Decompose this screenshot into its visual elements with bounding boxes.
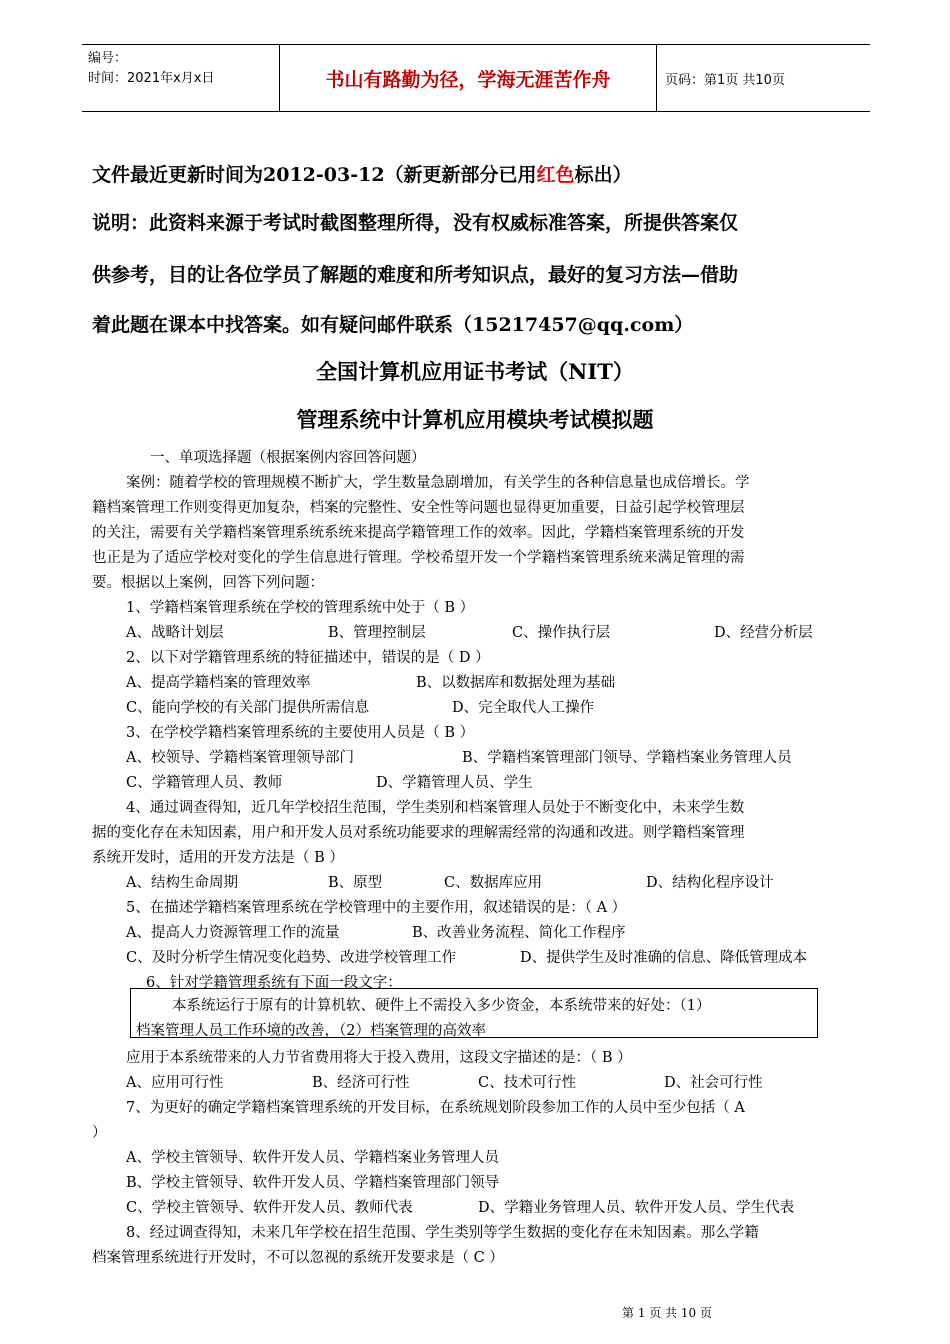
document-time-label: 时间：2021年x月x日: [88, 71, 215, 86]
option: C、操作执行层: [512, 625, 611, 641]
option: D、学籍业务管理人员、软件开发人员、学生代表: [478, 1200, 795, 1216]
note-line-2: 供参考，目的让各位学员了解题的难度和所考知识点，最好的复习方法—借助: [92, 264, 739, 286]
option: D、结构化程序设计: [646, 875, 774, 891]
option: B、经济可行性: [312, 1075, 410, 1091]
note-line-1: 说明：此资料来源于考试时截图整理所得，没有权威标准答案，所提供答案仅: [92, 212, 739, 234]
option: A、战略计划层: [126, 625, 224, 641]
section-heading: 一、单项选择题（根据案例内容回答问题）: [150, 450, 426, 466]
option: D、提供学生及时准确的信息、降低管理成本: [520, 950, 808, 966]
update-notice-prefix: 文件最近更新时间为2012-03-12（新更新部分已用: [92, 164, 537, 186]
header-meta-cell: [82, 45, 280, 111]
document-number-label: 编号：: [88, 51, 128, 66]
quoted-text-line: 档案管理人员工作环境的改善，（2）档案管理的高效率: [136, 1023, 486, 1039]
option: D、完全取代人工操作: [452, 700, 595, 716]
case-line: 也正是为了适应学校对变化的学生信息进行管理。学校希望开发一个学籍档案管理系统来满足管理的需: [92, 550, 745, 566]
case-line: 案例：随着学校的管理规模不断扩大，学生数量急剧增加，有关学生的各种信息量也成倍增长。学: [126, 475, 750, 491]
option: D、学籍管理人员、学生: [376, 775, 533, 791]
option: D、经营分析层: [714, 625, 813, 641]
option: C、学校主管领导、软件开发人员、教师代表: [126, 1200, 413, 1216]
sub-title: 管理系统中计算机应用模块考试模拟题: [296, 407, 654, 432]
option: C、学籍管理人员、教师: [126, 775, 283, 791]
page-header: [82, 44, 870, 112]
case-line: 的关注，需要有关学籍档案管理系统系统来提高学籍管理工作的效率。因此，学籍档案管理系统的开发: [92, 525, 745, 541]
question-7: 7、为更好的确定学籍档案管理系统的开发目标，在系统规划阶段参加工作的人员中至少包括（ A: [126, 1100, 745, 1116]
option: C、数据库应用: [444, 875, 543, 891]
update-notice: [92, 160, 632, 187]
update-notice-suffix: 标出）: [574, 164, 632, 186]
question-4-line: 据的变化存在未知因素，用户和开发人员对系统功能要求的理解需经常的沟通和改进。则学籍档案管理: [92, 825, 745, 841]
option: A、学校主管领导、软件开发人员、学籍档案业务管理人员: [126, 1150, 499, 1166]
case-line: 籍档案管理工作则变得更加复杂，档案的完整性、安全性等问题也显得更加重要，日益引起学校管理层: [92, 500, 745, 516]
question-4-line: 系统开发时，适用的开发方法是（ B ）: [92, 850, 344, 866]
case-line: 要。根据以上案例，回答下列问题：: [92, 575, 324, 591]
option: A、校领导、学籍档案管理领导部门: [126, 750, 354, 766]
update-notice-red-text: 红色: [536, 164, 575, 186]
option: B、以数据库和数据处理为基础: [416, 675, 616, 691]
option: B、学校主管领导、软件开发人员、学籍档案管理部门领导: [126, 1175, 500, 1191]
question-8-line: 档案管理系统进行开发时，不可以忽视的系统开发要求是（ C ）: [92, 1250, 504, 1266]
option: B、改善业务流程、简化工作程序: [412, 925, 626, 941]
question-7-line: ）: [92, 1125, 107, 1141]
question-8: 8、经过调查得知，未来几年学校在招生范围、学生类别等学生数据的变化存在未知因素。那么学籍: [126, 1225, 759, 1241]
option: D、社会可行性: [664, 1075, 763, 1091]
question-2: 2、以下对学籍管理系统的特征描述中，错误的是（ D ）: [126, 650, 490, 666]
option: A、提高学籍档案的管理效率: [126, 675, 311, 691]
option: A、提高人力资源管理工作的流量: [126, 925, 340, 941]
option: C、能向学校的有关部门提供所需信息: [126, 700, 370, 716]
header-page-info: 页码：第1页 共10页: [665, 72, 785, 88]
header-motto: 书山有路勤为径，学海无涯苦作舟: [280, 45, 657, 111]
question-6: 6、针对学籍管理系统有下面一段文字：: [146, 975, 402, 991]
question-3: 3、在学校学籍档案管理系统的主要使用人员是（ B ）: [126, 725, 475, 741]
question-1: 1、学籍档案管理系统在学校的管理系统中处于（ B ）: [126, 600, 475, 616]
option: A、应用可行性: [126, 1075, 224, 1091]
option: B、管理控制层: [328, 625, 426, 641]
quoted-text-line: 本系统运行于原有的计算机软、硬件上不需投入多少资金，本系统带来的好处：（1）: [172, 998, 711, 1014]
option: B、学籍档案管理部门领导、学籍档案业务管理人员: [462, 750, 792, 766]
option: A、结构生命周期: [126, 875, 238, 891]
note-line-3: 着此题在课本中找答案。如有疑问邮件联系（15217457@qq.com）: [92, 314, 694, 336]
question-6-prompt: 应用于本系统带来的人力节省费用将大于投入费用，这段文字描述的是：（ B ）: [126, 1050, 632, 1066]
question-5: 5、在描述学籍档案管理系统在学校管理中的主要作用，叙述错误的是：（ A ）: [126, 900, 627, 916]
option: C、技术可行性: [478, 1075, 577, 1091]
option: B、原型: [328, 875, 383, 891]
question-4: 4、通过调查得知，近几年学校招生范围，学生类别和档案管理人员处于不断变化中，未来学生数: [126, 800, 745, 816]
page-footer: 第 1 页 共 10 页: [622, 1306, 712, 1320]
option: C、及时分析学生情况变化趋势、改进学校管理工作: [126, 950, 457, 966]
main-title: 全国计算机应用证书考试（NIT）: [316, 359, 634, 384]
